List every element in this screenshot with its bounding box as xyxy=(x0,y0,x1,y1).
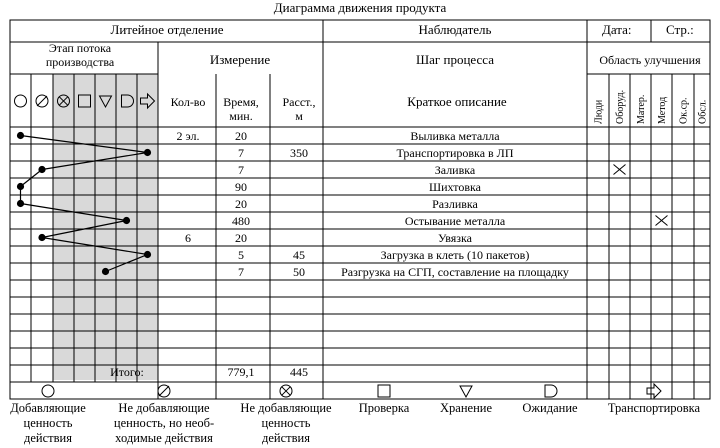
triangle-down-icon xyxy=(460,386,472,397)
table-row xyxy=(235,180,482,194)
row-distance: 50 xyxy=(293,265,305,279)
row-time: 20 xyxy=(235,197,247,211)
legend-item xyxy=(10,385,86,445)
slashed-circle-icon xyxy=(36,95,48,107)
improvement-column-header: Метод xyxy=(657,96,668,124)
legend-text: ценность xyxy=(261,416,311,430)
circle-icon xyxy=(42,385,54,397)
row-time: 7 xyxy=(238,265,244,279)
row-distance: 45 xyxy=(293,248,305,262)
legend-item xyxy=(114,385,214,445)
legend-text: Не добавляющие xyxy=(240,401,332,415)
flow-step-dot xyxy=(17,200,24,207)
page-number-label: Стр.: xyxy=(666,22,694,37)
stage-shading xyxy=(53,74,158,380)
d-shape-icon xyxy=(545,385,557,397)
flow-step-dot xyxy=(38,234,45,241)
description-column-header: Краткое описание xyxy=(407,94,507,109)
improvement-mark xyxy=(656,216,668,226)
improvement-area-header: Область улучшения xyxy=(599,53,701,67)
table-row xyxy=(177,129,501,143)
legend-text: действия xyxy=(262,431,310,445)
department-label: Литейное отделение xyxy=(110,22,224,37)
time-column-header-line1: Время, xyxy=(223,95,259,109)
legend-text: Хранение xyxy=(440,401,492,415)
row-time: 7 xyxy=(238,163,244,177)
improvement-mark xyxy=(614,165,626,175)
legend-item xyxy=(240,385,332,445)
stage-header-line1: Этап потока xyxy=(48,41,112,55)
flow-step-dot xyxy=(38,166,45,173)
legend-item xyxy=(440,386,492,415)
row-quantity: 6 xyxy=(185,231,191,245)
row-time: 7 xyxy=(238,146,244,160)
table-row xyxy=(238,265,569,279)
legend-text: действия xyxy=(24,431,72,445)
time-column-header-line2: мин. xyxy=(229,109,253,123)
table-row xyxy=(238,163,476,177)
legend-text: ходимые действия xyxy=(115,431,213,445)
row-description: Транспортировка в ЛП xyxy=(396,146,514,160)
square-icon xyxy=(378,385,390,397)
observer-label: Наблюдатель xyxy=(418,22,492,37)
flow-step-dot xyxy=(144,149,151,156)
row-description: Загрузка в клеть (10 пакетов) xyxy=(380,248,530,262)
totals-time: 779,1 xyxy=(227,365,255,379)
measurement-header: Измерение xyxy=(209,52,271,67)
process-rows xyxy=(177,129,569,279)
row-description: Увязка xyxy=(438,231,472,245)
totals-distance: 445 xyxy=(290,365,308,379)
crossed-circle-icon xyxy=(280,385,292,397)
legend-text: ценность xyxy=(23,416,73,430)
table-row xyxy=(238,248,529,262)
row-description: Разгрузка на СГП, составление на площадку xyxy=(341,265,569,279)
legend-text: Не добавляющие xyxy=(118,401,210,415)
date-label: Дата: xyxy=(602,22,632,37)
legend-text: ценность, но необ- xyxy=(113,416,215,430)
legend-text: Транспортировка xyxy=(607,401,701,415)
improvement-column-header: Оборуд. xyxy=(615,89,626,124)
row-description: Разливка xyxy=(432,197,478,211)
table-row xyxy=(185,231,473,245)
improvement-column-header: Ок.ср. xyxy=(678,97,690,124)
flow-step-dot xyxy=(123,217,130,224)
improvement-column-header: Люди xyxy=(593,99,605,124)
flow-step-dot xyxy=(17,183,24,190)
distance-column-header-line2: м xyxy=(295,109,303,123)
arrow-right-icon xyxy=(647,384,661,398)
legend-item xyxy=(522,385,578,415)
row-time: 20 xyxy=(235,231,247,245)
legend-item xyxy=(359,385,410,415)
process-step-header: Шаг процесса xyxy=(416,52,494,67)
row-description: Заливка xyxy=(434,163,476,177)
row-description: Остывание металла xyxy=(404,214,506,228)
legend xyxy=(10,384,700,445)
distance-column-header-line1: Расст., xyxy=(282,95,316,109)
flow-step-dot xyxy=(144,251,151,258)
table-row xyxy=(232,214,506,228)
table-row xyxy=(235,197,479,211)
legend-text: Ожидание xyxy=(522,401,578,415)
circle-icon xyxy=(15,95,27,107)
row-time: 20 xyxy=(235,129,247,143)
row-distance: 350 xyxy=(290,146,308,160)
slashed-circle-icon xyxy=(158,385,170,397)
row-description: Выливка металла xyxy=(410,129,500,143)
stage-header-line2: производства xyxy=(45,55,115,69)
flow-step-dot xyxy=(17,132,24,139)
document-title: Диаграмма движения продукта xyxy=(273,0,447,15)
row-time: 5 xyxy=(238,248,244,262)
row-time: 90 xyxy=(235,180,247,194)
legend-text: Добавляющие xyxy=(10,401,86,415)
qty-column-header: Кол-во xyxy=(170,95,206,109)
row-quantity: 2 эл. xyxy=(176,129,200,143)
flow-step-dot xyxy=(102,268,109,275)
improvement-column-header: Обсл. xyxy=(697,99,709,124)
totals-label: Итого: xyxy=(110,365,144,379)
improvement-column-header: Матер. xyxy=(636,94,647,124)
legend-text: Проверка xyxy=(358,401,410,415)
row-time: 480 xyxy=(232,214,250,228)
row-description: Шихтовка xyxy=(429,180,481,194)
table-row xyxy=(238,146,514,160)
